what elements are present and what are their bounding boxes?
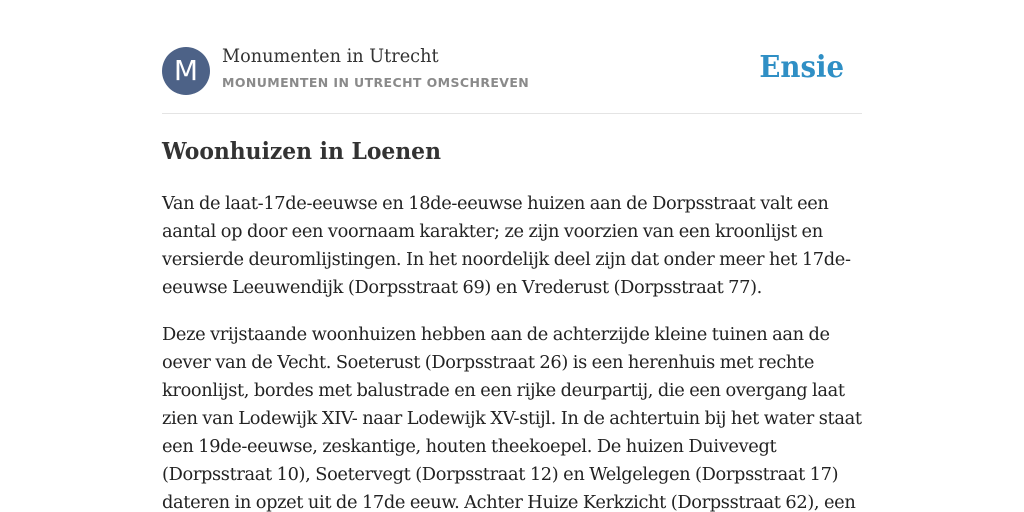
- site-header: [162, 0, 862, 114]
- site-subtitle: MONUMENTEN IN UTRECHT OMSCHREVEN: [222, 75, 530, 90]
- site-avatar[interactable]: M: [162, 47, 210, 95]
- article-body: [162, 190, 862, 512]
- site-title[interactable]: Monumenten in Utrecht: [222, 45, 439, 67]
- ensie-logo[interactable]: Ensie: [759, 50, 844, 85]
- article-paragraph-1: Van de laat-17de-eeuwse en 18de-eeuwse huizen aan de Dorpsstraat valt een aantal op door een voornaam karakter; ze zijn voorzien van een kroonlijst en versierde deuromlijstingen. In het noordelijk deel zijn dat onder meer het 17de-eeuwse Leeuwendijk (Dorpsstraat 69) en Vrederust (Dorpsstraat 77).: [162, 193, 851, 298]
- article-paragraph-2: Deze vrijstaande woonhuizen hebben aan de achterzijde kleine tuinen aan de oever van de Vecht. Soeterust (Dorpsstraat 26) is een herenhuis met rechte kroonlijst, bordes met balustrade en een rijke deurpartij, die een overgang laat zien van Lodewijk XIV- naar Lodewijk XV-stijl. In de achtertuin bij het water staat een 19de-eeuwse, zeskantige, houten theekoepel. De huizen Duivevegt (Dorpsstraat 10), Soetervegt (Dorpsstraat 12) en Welgelegen (Dorpsstraat 17) dateren in opzet uit de 17de eeuw. Achter Huize Kerkzicht (Dorpsstraat 62), een: [162, 324, 862, 512]
- article-title: Woonhuizen in Loenen: [162, 138, 441, 165]
- page-container: [162, 0, 862, 512]
